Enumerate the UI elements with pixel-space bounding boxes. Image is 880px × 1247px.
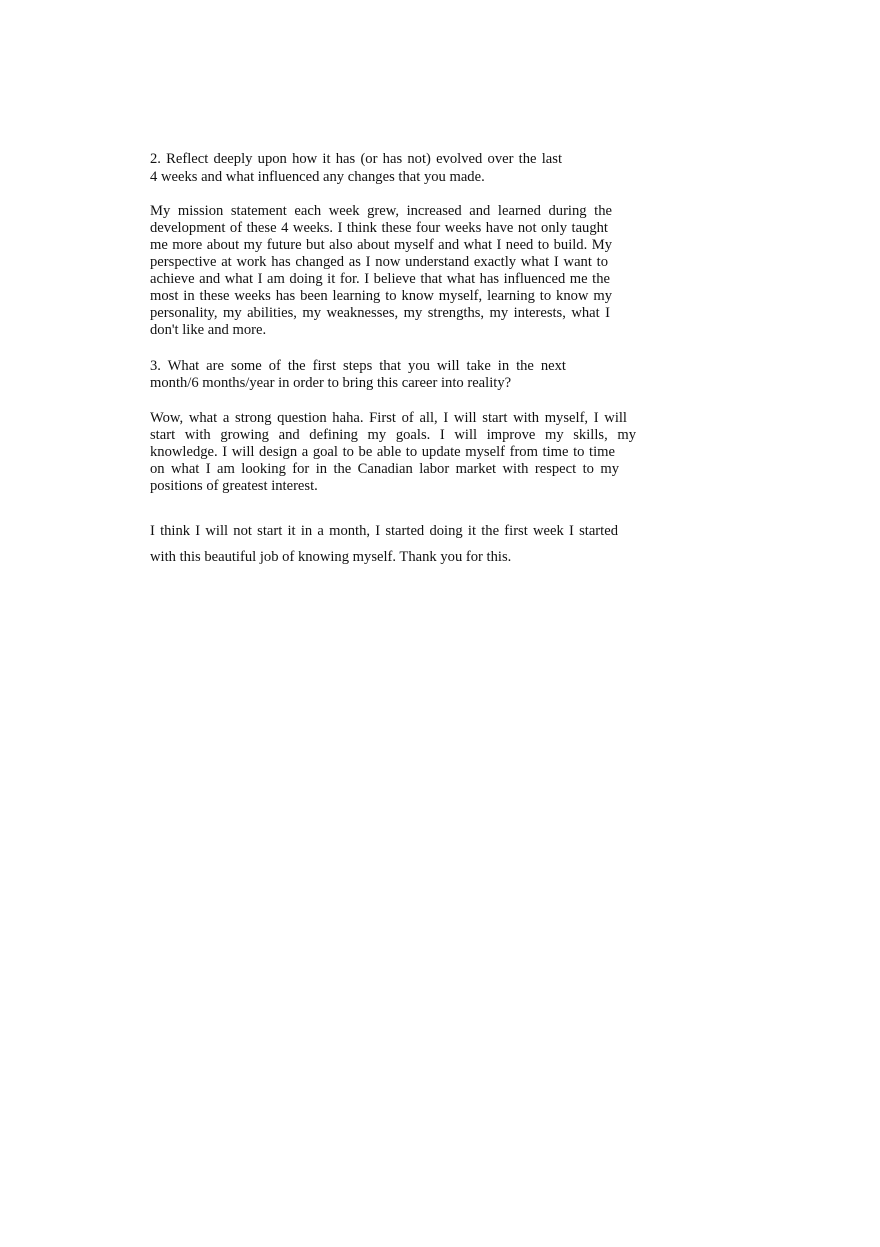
answer-2-line: most in these weeks has been learning to know myself, learning to know my <box>150 288 612 304</box>
question-2-line: 4 weeks and what influenced any changes that you made. <box>150 169 485 185</box>
closing-line: with this beautiful job of knowing myself. Thank you for this. <box>150 549 512 565</box>
answer-3-line: positions of greatest interest. <box>150 478 318 494</box>
answer-2-line: personality, my abilities, my weaknesses, my strengths, my interests, what I <box>150 305 610 321</box>
answer-2-line: perspective at work has changed as I now understand exactly what I want to <box>150 254 608 270</box>
answer-2-line: achieve and what I am doing it for. I believe that what has influenced me the <box>150 271 610 287</box>
answer-3-line: start with growing and defining my goals. I will improve my skills, my <box>150 427 636 443</box>
answer-2-line: me more about my future but also about myself and what I need to build. My <box>150 237 612 253</box>
question-2-line: 2. Reflect deeply upon how it has (or has not) evolved over the last <box>150 151 562 167</box>
answer-2-line: development of these 4 weeks. I think these four weeks have not only taught <box>150 220 608 236</box>
answer-2-line: My mission statement each week grew, increased and learned during the <box>150 203 612 219</box>
answer-3-line: Wow, what a strong question haha. First of all, I will start with myself, I will <box>150 410 627 426</box>
answer-3-line: knowledge. I will design a goal to be able to update myself from time to time <box>150 444 615 460</box>
closing-line: I think I will not start it in a month, I started doing it the first week I started <box>150 523 618 539</box>
question-3-line: 3. What are some of the first steps that you will take in the next <box>150 358 566 374</box>
question-3-line: month/6 months/year in order to bring this career into reality? <box>150 375 512 391</box>
answer-2-line: don't like and more. <box>150 322 267 338</box>
answer-3-line: on what I am looking for in the Canadian labor market with respect to my <box>150 461 619 477</box>
